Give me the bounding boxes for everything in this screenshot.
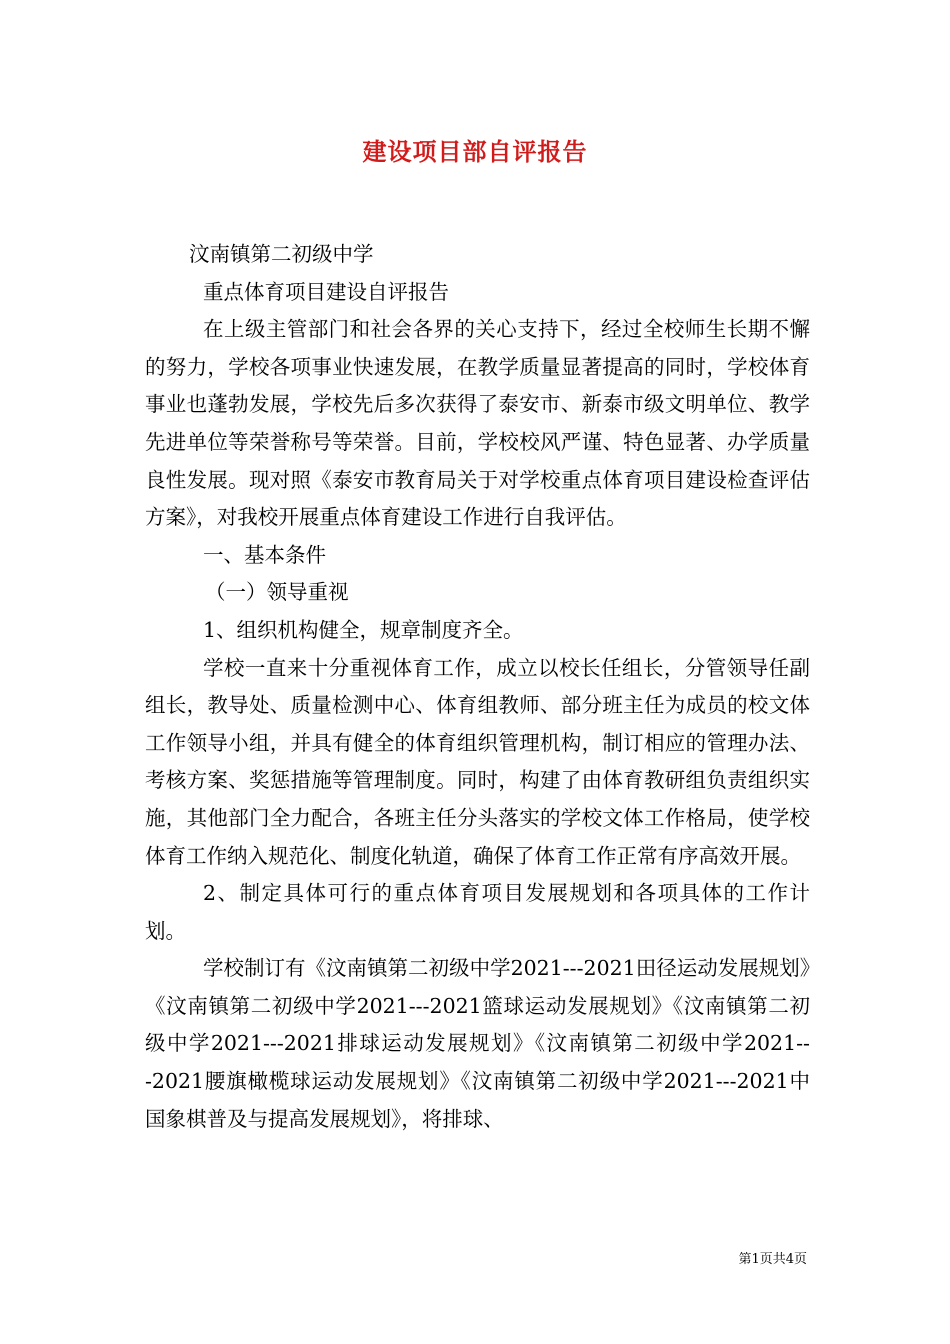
school-name: 汶南镇第二初级中学	[189, 242, 374, 266]
item-heading-2: 2、制定具体可行的重点体育项目发展规划和各项具体的工作计划。	[145, 881, 810, 943]
section-heading-basic-conditions: 一、基本条件	[203, 542, 326, 567]
leadership-paragraph: 学校一直来十分重视体育工作，成立以校长任组长，分管领导任副组长，教导处、质量检测中心、体育组教师、部分班主任为成员的校文体工作领导小组，并具有健全的体育组织管理机构，制订相应的管理办法、考核方案、奖惩措施等管理制度。同时，构建了由体育教研组负责组织实施，其他部门全力配合，各班主任分头落实的学校文体工作格局，使学校体育工作纳入规范化、制度化轨道，确保了体育工作正常有序高效开展。	[145, 655, 810, 868]
page-number: 第1页共4页	[738, 1252, 807, 1267]
report-subtitle: 重点体育项目建设自评报告	[203, 279, 449, 304]
item-heading-1: 1、组织机构健全，规章制度齐全。	[203, 617, 524, 642]
planning-paragraph: 学校制订有《汶南镇第二初级中学2021---2021田径运动发展规划》《汶南镇第二初级中学2021---2021篮球运动发展规划》《汶南镇第二初级中学2021---2021排球运动发展规划》《汶南镇第二初级中学2021---2021腰旗橄榄球运动发展规划》《汶南镇第二初级中学2021---2021中国象棋普及与提高发展规划》，将排球、	[145, 956, 810, 1131]
document-title: 建设项目部自评报告	[362, 137, 588, 166]
document-body	[145, 236, 810, 1138]
intro-paragraph: 在上级主管部门和社会各界的关心支持下，经过全校师生长期不懈的努力，学校各项事业快速发展，在教学质量显著提高的同时，学校体育事业也蓬勃发展，学校先后多次获得了泰安市、新泰市级文明单位、教学先进单位等荣誉称号等荣誉。目前，学校校风严谨、特色显著、办学质量良性发展。现对照《泰安市教育局关于对学校重点体育项目建设检查评估方案》，对我校开展重点体育建设工作进行自我评估。	[145, 317, 810, 530]
subsection-heading-leadership: （一）领导重视	[205, 580, 349, 605]
